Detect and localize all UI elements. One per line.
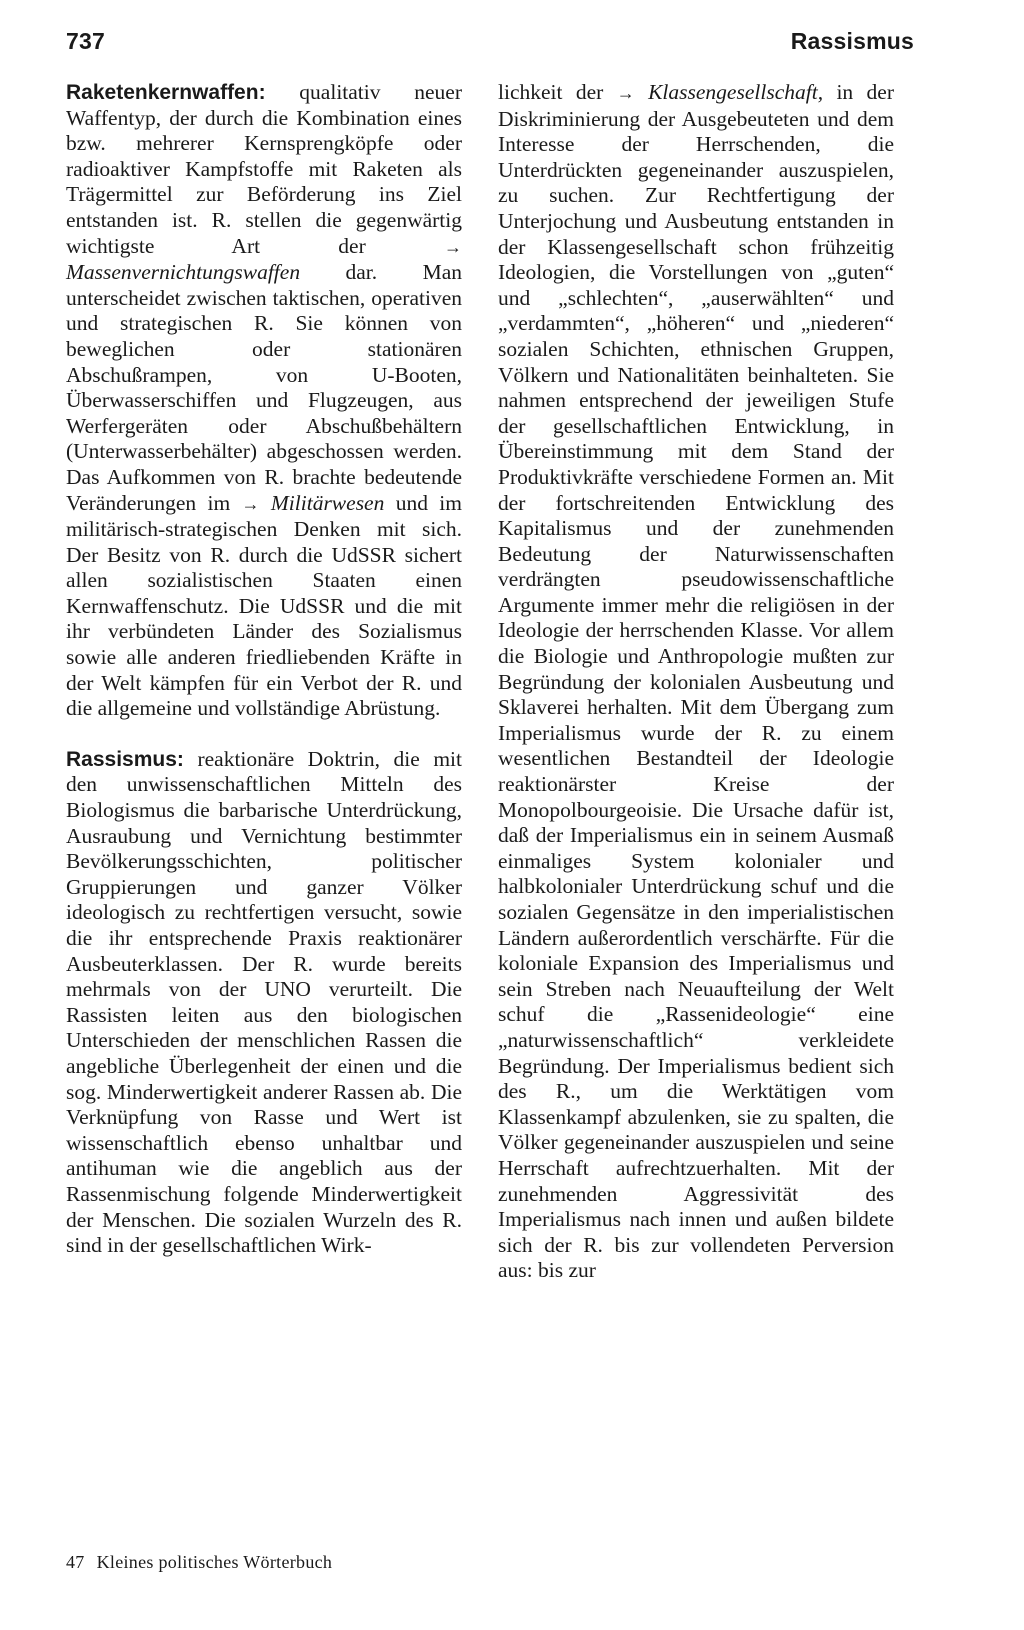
- cross-reference-arrow-icon: →: [444, 236, 462, 257]
- entry-rassismus-continued: [498, 80, 894, 1284]
- running-head: Rassismus: [790, 28, 914, 54]
- running-header: [66, 28, 914, 68]
- entry-rassismus: [66, 747, 462, 1259]
- cross-reference-arrow-icon: →: [241, 493, 260, 514]
- signature-number: 47: [66, 1552, 85, 1572]
- book-title: Kleines politisches Wörterbuch: [96, 1552, 333, 1572]
- entry-raketenkernwaffen: [66, 80, 462, 722]
- page-footer: [66, 1552, 332, 1573]
- page-number: 737: [66, 28, 105, 54]
- entry-text: und im militärisch-strategischen Denken mit sich. Der Besitz von R. durch die UdSSR sichert allen sozialistischen Staaten einen Kernwaffenschutz. Die UdSSR und die mit ihr verbündeten Länder des Sozialismus sowie alle anderen friedliebenden Kräfte in der Welt kämpfen für ein Verbot der R. und die allgemeine und vollständige Abrüstung.: [66, 490, 462, 721]
- cross-reference: Klassengesellschaft,: [648, 80, 824, 104]
- left-column: [66, 80, 462, 1284]
- headword: Rassismus:: [66, 747, 184, 771]
- entry-text: lichkeit der: [498, 80, 617, 104]
- entry-text: reaktionäre Doktrin, die mit den unwissenschaftlichen Mitteln des Biologismus die barbarische Unterdrückung, Ausraubung und Vernichtung bestimmter Bevölkerungsschichten, politischer Gruppierungen und ganzer Völker ideologisch zu rechtfertigen versucht, sowie die ihr entsprechende Praxis reaktionärer Ausbeuterklassen. Der R. wurde bereits mehrmals von der UNO verurteilt. Die Rassisten leiten aus den biologischen Unterschieden der menschlichen Rassen die angebliche Überlegenheit der einen und die sog. Minderwertigkeit anderer Rassen ab. Die Verknüpfung von Rasse und Wert ist wissenschaftlich ebenso unhaltbar und antihuman wie die angeblich aus der Rassenmischung folgende Minderwertigkeit der Menschen. Die sozialen Wurzeln des R. sind in der gesellschaftlichen Wirk-: [66, 746, 462, 1258]
- entry-text: qualitativ neuer Waffentyp, der durch die Kombination eines bzw. mehrerer Kernsprengköpfe oder radioaktiver Kampfstoffe mit Raketen als Trägermittel zur Beförderung ins Ziel entstanden ist. R. stellen die gegenwärtig wichtigste Art der: [66, 80, 462, 258]
- right-column: [498, 80, 894, 1309]
- cross-reference: Massenvernichtungswaffen: [66, 260, 301, 285]
- headword: Raketenkernwaffen:: [66, 81, 266, 104]
- cross-reference-arrow-icon: →: [616, 83, 635, 103]
- entry-text: in der Diskriminierung der Ausgebeuteten und dem Interesse der Herrschenden, die Unterdrückten gegeneinander auszuspielen, zu suchen. Zur Rechtfertigung der Unterjochung und Ausbeutung entstanden in der Klassengesellschaft schon frühzeitig Ideologien, die Vorstellungen von „guten“ und „schlechten“, „auserwählten“ und „verdammten“, „höheren“ und „niederen“ sozialen Schichten, ethnischen Gruppen, Völkern und Nationalitäten beinhalteten. Sie nahmen entsprechend der jeweiligen Stufe der gesellschaftlichen Entwicklung, in Übereinstimmung mit dem Stand der Produktivkräfte verschiedene Formen an. Mit der fortschreitenden Entwicklung des Kapitalismus und der zunehmenden Bedeutung der Naturwissenschaften verdrängten pseudowissenschaftliche Argumente immer mehr die religiösen in der Ideologie der herrschenden Klasse. Vor allem die Biologie und Anthropologie mußten zur Begründung der kolonialen Ausbeutung und Sklaverei herhalten. Mit dem Übergang zum Imperialismus wurde der R. zu einem wesentlichen Bestandteil der Ideologie reaktionärster Kreise der Monopolbourgeoisie. Die Ursache dafür ist, daß der Imperialismus ein in seinem Ausmaß einmaliges System kolonialer und halbkolonialer Unterdrückung schuf und die sozialen Gegensätze in den imperialistischen Ländern außerordentlich verschärfte. Für die koloniale Expansion des Imperialismus und sein Streben nach Neuaufteilung der Welt schuf die „Rassenideologie“ eine „naturwissenschaftlich“ verkleidete Begründung. Der Imperialismus bedient sich des R., um die Werktätigen vom Klassenkampf abzulenken, sie zu spalten, die Völker gegeneinander auszuspielen und seine Herrschaft aufrechtzuerhalten. Mit der zunehmenden Aggressivität des Imperialismus nach innen und außen bildete sich der R. bis zur vollendeten Perversion aus: bis zur: [498, 80, 895, 1283]
- entry-text: dar. Man unterscheidet zwischen taktischen, operativen und strategischen R. Sie können von beweglichen oder stationären Abschußrampen, von U-Booten, Überwasserschiffen und Flugzeugen, aus Werfergeräten oder Abschußbehältern (Unterwasserbehälter) abgeschossen werden. Das Aufkommen von R. brachte bedeutende Veränderungen im: [66, 260, 462, 515]
- cross-reference: Militärwesen: [270, 490, 385, 515]
